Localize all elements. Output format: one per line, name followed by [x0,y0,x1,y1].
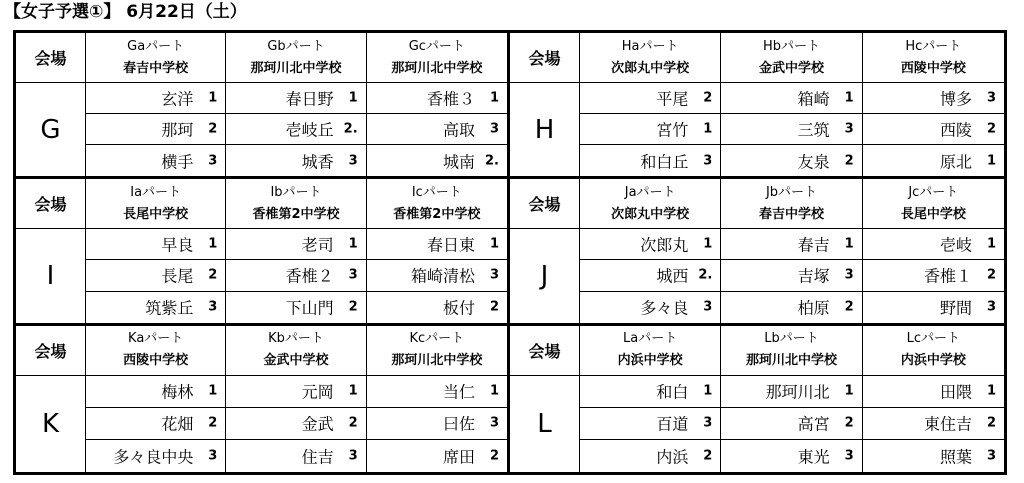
team-name: 和白丘 [640,152,689,172]
team-name: 多々良中央 [113,447,194,467]
team-cell [721,376,862,408]
team-name: 花畑 [161,414,194,434]
team-name: 友泉 [797,152,830,172]
team-number: 1 [489,383,499,399]
team-name: 春日野 [285,89,334,109]
part-header [226,33,366,83]
venue-letter: G [16,83,86,176]
part-name: Gbパート [267,38,325,54]
part-header [721,33,862,83]
part-header [86,179,226,229]
part-header [367,326,507,376]
team-name: 板付 [442,298,475,318]
venue-block-k [16,326,510,472]
team-cell [580,114,721,145]
team-cell [86,229,226,260]
team-number: 2 [489,299,499,315]
part-header [367,179,507,229]
team-number: 3 [348,448,358,464]
team-name: 城香 [301,152,334,172]
team-number: 3 [348,153,358,169]
part-school: 西陵中学校 [123,353,189,369]
team-number: 2 [844,299,854,315]
team-cell [721,260,862,291]
team-name: 野間 [939,298,972,318]
team-name: 横手 [161,152,194,172]
team-name: 下山門 [285,298,334,318]
team-cell [367,145,507,176]
team-name: 長尾 [161,266,194,286]
team-number: 2 [844,415,854,431]
part-name: Hcパート [905,38,962,54]
team-number: 2 [348,299,358,315]
team-cell [367,114,507,145]
team-number: 3 [986,448,996,464]
team-number: 2 [703,90,713,106]
part-header [863,33,1004,83]
team-name: 次郎丸 [640,235,689,255]
part-school: 春吉中学校 [758,206,824,222]
team-cell [580,376,721,408]
venue-letter: H [510,83,580,176]
team-name: 早良 [161,235,194,255]
part-header [86,326,226,376]
team-cell [226,292,366,323]
part-school: 那珂川北中学校 [250,60,342,76]
venue-block-l [510,326,1004,472]
part-name: Lcパート [906,331,961,347]
part-school: 那珂川北中学校 [391,60,483,76]
team-number: 2 [208,415,218,431]
part-header [580,179,721,229]
team-number: 1 [348,383,358,399]
team-number: 1 [844,90,854,106]
team-cell [721,229,862,260]
team-name: 城西 [656,266,689,286]
team-cell [367,408,507,440]
team-cell [721,440,862,472]
team-number: 1 [489,90,499,106]
team-name: 西陵 [939,120,972,140]
team-cell [367,83,507,114]
team-cell [580,440,721,472]
team-cell [863,145,1004,176]
team-number: 1 [986,236,996,252]
part-name: Laパート [623,331,678,347]
team-number: 3 [348,267,358,283]
team-cell [226,83,366,114]
part-name: Jbパート [765,184,818,200]
team-number: 1 [986,153,996,169]
part-school: 香椎第2中学校 [252,206,340,222]
team-name: 那珂 [161,120,194,140]
team-name: 香椎１ [923,266,972,286]
team-cell [580,260,721,291]
team-name: 原北 [939,152,972,172]
team-name: 当仁 [442,382,475,402]
team-name: 玄洋 [161,89,194,109]
team-number: 2 [986,121,996,137]
team-name: 梅林 [161,382,194,402]
part-header [367,33,507,83]
team-cell [721,408,862,440]
part-school: 次郎丸中学校 [611,206,690,222]
team-number: 1 [489,236,499,252]
part-school: 金武中学校 [263,353,329,369]
team-cell [226,229,366,260]
team-number: 1 [844,236,854,252]
team-name: 住吉 [301,447,334,467]
venue-label: 会場 [16,179,86,229]
team-cell [863,229,1004,260]
part-header [86,33,226,83]
venue-label: 会場 [510,326,580,376]
part-name: Lbパート [764,331,819,347]
part-school: 長尾中学校 [123,206,189,222]
venue-letter: J [510,229,580,322]
part-name: Jaパート [624,184,676,200]
team-number: 3 [844,448,854,464]
part-name: Gaパート [127,38,185,54]
part-header [863,326,1004,376]
team-name: 三筑 [797,120,830,140]
team-number: 3 [703,299,713,315]
part-name: Jcパート [908,184,959,200]
team-cell [367,292,507,323]
part-name: Gcパート [408,38,465,54]
team-number: 2. [698,267,713,283]
part-name: Kbパート [268,331,324,347]
team-cell [863,292,1004,323]
team-name: 壱岐丘 [285,120,334,140]
team-cell [580,408,721,440]
team-cell [367,229,507,260]
team-cell [226,376,366,408]
team-cell [86,408,226,440]
team-number: 2 [348,415,358,431]
venue-block-g [16,33,510,179]
team-number: 2 [703,448,713,464]
team-cell [721,292,862,323]
team-number: 3 [489,415,499,431]
team-number: 2 [844,153,854,169]
team-name: 宮竹 [656,120,689,140]
team-number: 3 [703,153,713,169]
team-cell [863,440,1004,472]
team-name: 老司 [301,235,334,255]
part-school: 西陵中学校 [900,60,966,76]
team-cell [226,145,366,176]
team-number: 1 [703,121,713,137]
team-name: 箱崎清松 [410,266,475,286]
team-name: 高取 [442,120,475,140]
part-school: 春吉中学校 [123,60,189,76]
team-cell [226,260,366,291]
team-number: 1 [208,236,218,252]
venue-block-i [16,179,510,325]
team-number: 1 [208,383,218,399]
team-number: 2. [485,153,499,169]
part-school: 内浜中学校 [617,353,683,369]
part-school: 内浜中学校 [900,353,966,369]
schedule-table [13,30,1007,475]
part-name: Kcパート [409,331,465,347]
team-name: 博多 [939,89,972,109]
team-cell [86,83,226,114]
team-name: 平尾 [656,89,689,109]
venue-letter: K [16,376,86,472]
part-school: 長尾中学校 [900,206,966,222]
team-number: 1 [208,90,218,106]
team-cell [226,440,366,472]
team-cell [721,145,862,176]
team-number: 3 [489,121,499,137]
part-header [580,33,721,83]
part-school: 香椎第2中学校 [393,206,481,222]
team-number: 1 [703,236,713,252]
team-name: 香椎２ [285,266,334,286]
part-name: Iaパート [130,184,182,200]
team-number: 3 [489,267,499,283]
part-school: 那珂川北中学校 [745,353,837,369]
team-name: 元岡 [301,382,334,402]
team-number: 2 [208,121,218,137]
venue-letter: I [16,229,86,322]
team-cell [721,114,862,145]
team-number: 2 [489,448,499,464]
part-header [580,326,721,376]
team-number: 1 [703,383,713,399]
team-name: 和白 [656,382,689,402]
team-cell [226,408,366,440]
team-cell [580,229,721,260]
part-header [721,179,862,229]
team-name: 香椎３ [426,89,475,109]
team-cell [863,376,1004,408]
team-name: 城南 [442,152,475,172]
team-number: 1 [986,383,996,399]
team-number: 3 [703,415,713,431]
team-name: 席田 [442,447,475,467]
team-name: 壱岐 [939,235,972,255]
team-number: 2 [986,415,996,431]
team-cell [863,83,1004,114]
part-name: Ibパート [270,184,322,200]
part-header [863,179,1004,229]
team-cell [580,83,721,114]
team-number: 3 [986,299,996,315]
venue-label: 会場 [16,326,86,376]
venue-label: 会場 [510,179,580,229]
team-number: 1 [348,90,358,106]
team-name: 那珂川北 [765,382,830,402]
team-name: 百道 [656,414,689,434]
venue-letter: L [510,376,580,472]
team-name: 春日東 [426,235,475,255]
team-cell [226,114,366,145]
team-name: 吉塚 [797,266,830,286]
team-cell [580,292,721,323]
team-cell [86,145,226,176]
team-name: 箱崎 [797,89,830,109]
part-header [226,179,366,229]
team-name: 曰佐 [442,414,475,434]
team-cell [863,408,1004,440]
venue-block-j [510,179,1004,325]
team-number: 3 [208,153,218,169]
team-cell [863,260,1004,291]
team-cell [86,440,226,472]
team-name: 多々良 [640,298,689,318]
page-title: 【女子予選①】 6月22日（土） [4,2,247,22]
team-number: 3 [208,299,218,315]
team-number: 1 [844,383,854,399]
team-cell [86,292,226,323]
team-cell [721,83,862,114]
team-cell [86,376,226,408]
team-number: 3 [208,448,218,464]
part-name: Haパート [621,38,679,54]
team-cell [86,260,226,291]
team-name: 高宮 [797,414,830,434]
team-number: 2 [208,267,218,283]
team-name: 東住吉 [923,414,972,434]
team-name: 春吉 [797,235,830,255]
part-name: Hbパート [762,38,820,54]
venue-label: 会場 [16,33,86,83]
team-name: 田隈 [939,382,972,402]
part-school: 金武中学校 [758,60,824,76]
team-name: 東光 [797,447,830,467]
team-name: 金武 [301,414,334,434]
team-cell [580,145,721,176]
team-number: 1 [348,236,358,252]
venue-label: 会場 [510,33,580,83]
team-cell [367,260,507,291]
team-number: 2 [986,267,996,283]
team-cell [367,376,507,408]
team-cell [367,440,507,472]
team-cell [863,114,1004,145]
team-name: 照葉 [939,447,972,467]
team-number: 3 [844,267,854,283]
part-name: Icパート [411,184,462,200]
team-name: 筑紫丘 [145,298,194,318]
venue-block-h [510,33,1004,179]
team-number: 3 [986,90,996,106]
team-number: 3 [844,121,854,137]
part-school: 那珂川北中学校 [391,353,483,369]
part-school: 次郎丸中学校 [611,60,690,76]
part-header [721,326,862,376]
part-name: Kaパート [128,331,184,347]
team-name: 柏原 [797,298,830,318]
team-cell [86,114,226,145]
part-header [226,326,366,376]
team-number: 2. [343,121,358,137]
team-name: 内浜 [656,447,689,467]
